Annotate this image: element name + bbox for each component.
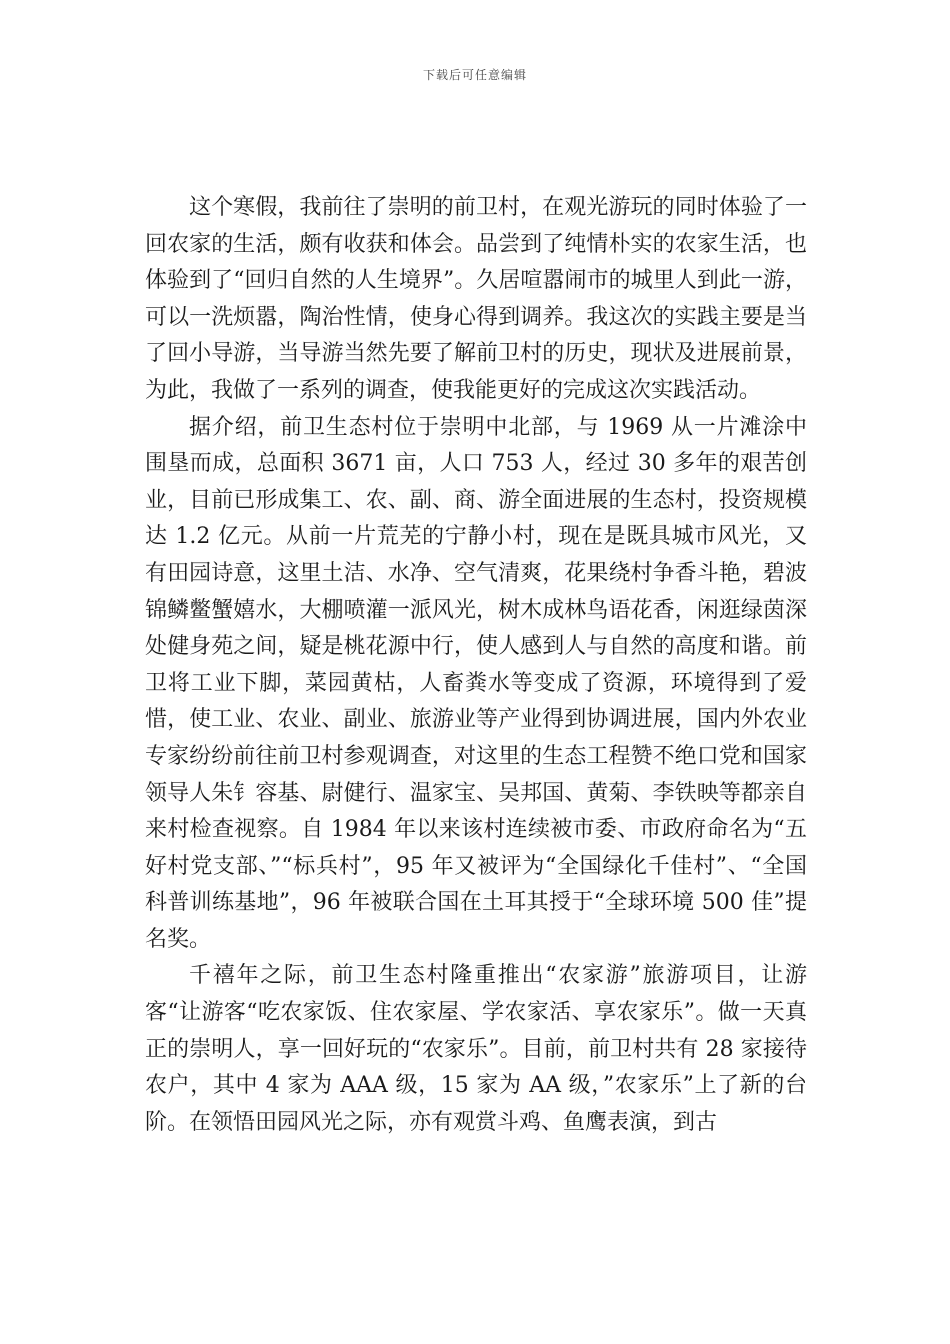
paragraph-3: 千禧年之际，前卫生态村隆重推出“农家游”旅游项目，让游客“让游客“吃农家饭、住农家屋、学农家活、享农家乐”。做一天真正的崇明人，享一回好玩的“农家乐”。目前，前卫村共有 28 家接待农户，其中 4 家为 AAA 级，15 家为 AA 级，”农家乐”上了新的台阶。在领悟田园风光之际，亦有观赏斗鸡、鱼鹰表演，到古 — [145, 963, 807, 1135]
paragraph-1: 这个寒假，我前往了崇明的前卫村，在观光游玩的同时体验了一回农家的生活，颇有收获和体会。品尝到了纯情朴实的农家生活，也体验到了“回归自然的人生境界”。久居喧嚣闹市的城里人到此一游，可以一洗烦嚣，陶治性情，使身心得到调养。我这次的实践主要是当了回小导游，当导游当然先要了解前卫村的历史，现状及进展前景，为此，我做了一系列的调查，使我能更好的完成这次实践活动。 — [145, 195, 807, 403]
page-header-note: 下载后可任意编辑 — [422, 68, 527, 82]
document-body — [145, 190, 807, 1141]
paragraph-2: 据介绍，前卫生态村位于崇明中北部，与 1969 从一片滩涂中围垦而成，总面积 3671 亩，人口 753 人，经过 30 多年的艰苦创业，目前已形成集工、农、副、商、游全面进展的生态村，投资规模达 1.2 亿元。从前一片荒芜的宁静小村，现在是既具城市风光，又有田园诗意，这里土洁、水净、空气清爽，花果绕村争香斗艳，碧波锦鳞鳖蟹嬉水，大棚喷灌一派风光，树木成林鸟语花香，闲逛绿茵深处健身苑之间，疑是桃花源中行，使人感到人与自然的高度和谐。前卫将工业下脚，菜园黄枯，人畜粪水等变成了资源，环境得到了爱惜，使工业、农业、副业、旅游业等产业得到协调进展，国内外农业专家纷纷前往前卫村参观调查，对这里的生态工程赞不绝口党和国家领导人朱钅容基、尉健行、温家宝、吴邦国、黄菊、李铁映等都亲自来村检查视察。自 1984 年以来该村连续被市委、市政府命名为“五好村党支部、”“标兵村”，95 年又被评为“全国绿化千佳村”、“全国科普训练基地”，96 年被联合国在土耳其授于“全球环境 500 佳”提名奖。 — [145, 414, 807, 952]
